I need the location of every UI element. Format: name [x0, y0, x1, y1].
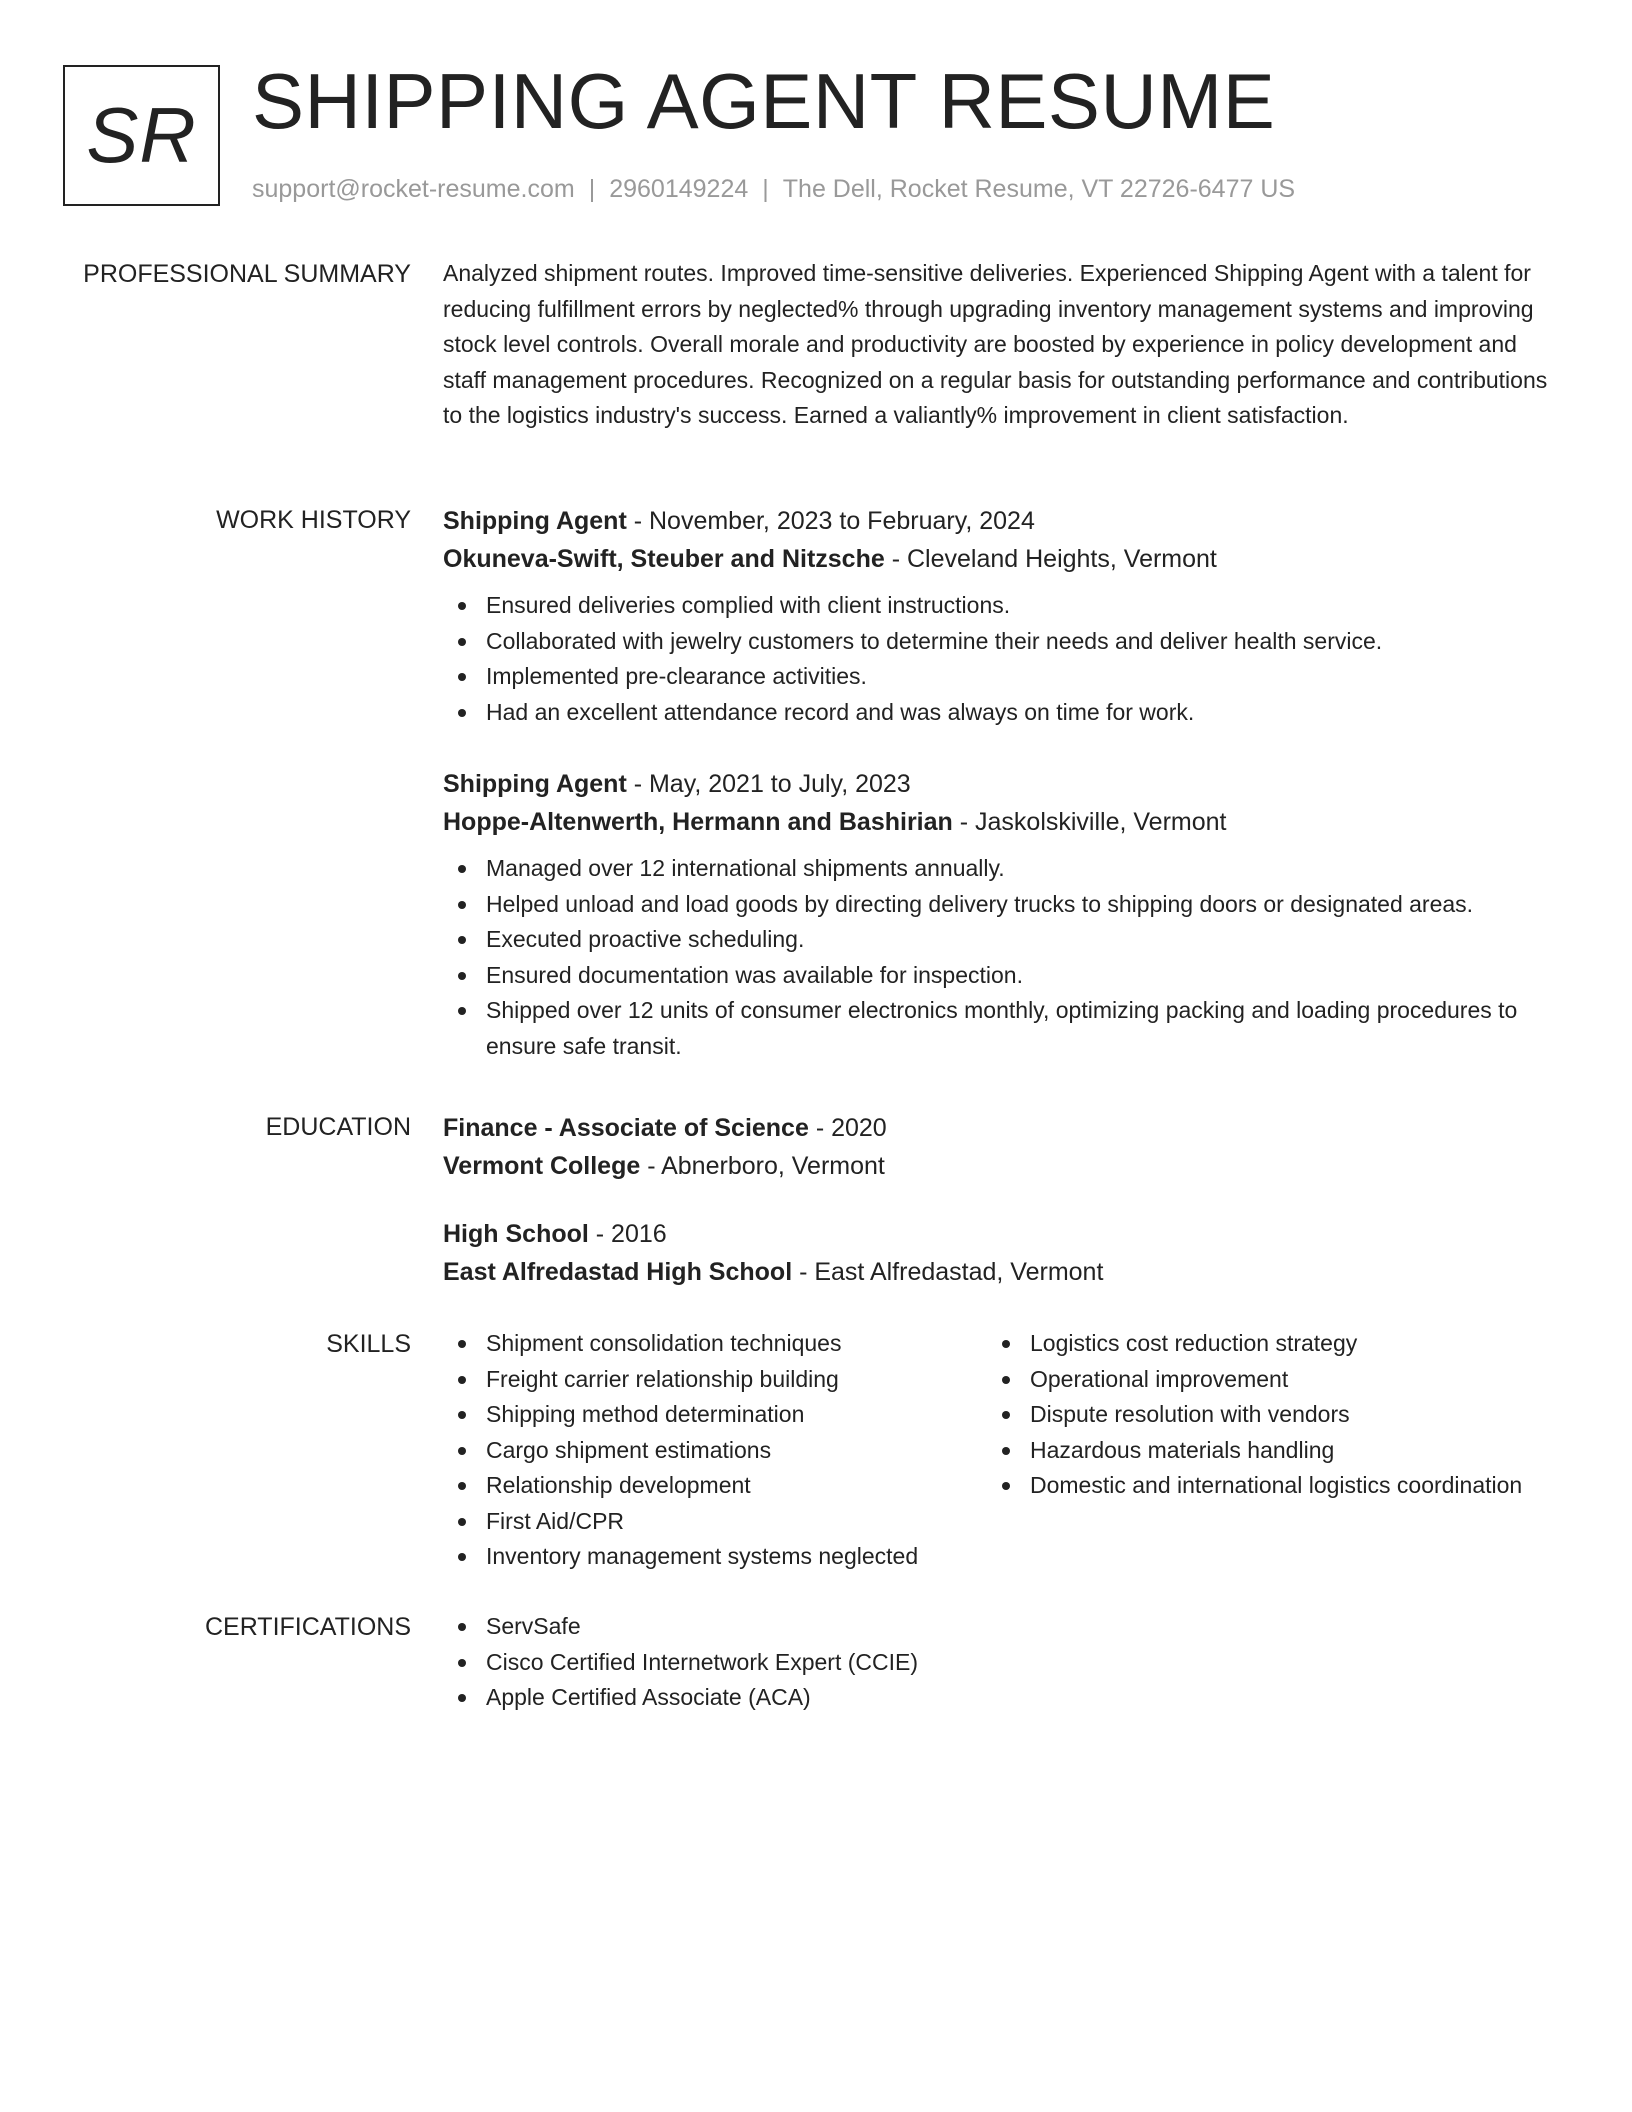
section-title-skills: SKILLS — [326, 1330, 411, 1358]
education-year: - 2020 — [808, 1114, 887, 1142]
list-item-text: Shipped over 12 units of consumer electronics monthly, optimizing packing and loading procedures to ensure safe transit. — [486, 997, 1518, 1059]
bullet-icon — [458, 1340, 466, 1348]
bullet-icon — [458, 1694, 466, 1702]
summary-text: Analyzed shipment routes. Improved time-sensitive deliveries. Experienced Shipping Agent with a talent for reducing fulfillment errors by neglected% through upgrading inventory management systems and improving stock level controls. Overall morale and productivity are boosted by experience in policy development and staff management procedures. Recognized on a regular basis for outstanding performance and contributions to the logistics industry's success. Earned a valiantly% improvement in client satisfaction. — [443, 260, 1548, 428]
bullet-icon — [458, 1518, 466, 1526]
education-school-line — [443, 1253, 1563, 1291]
skills-column-right — [987, 1326, 1531, 1575]
list-item-text: Executed proactive scheduling. — [486, 926, 805, 952]
job-bullets — [443, 588, 1563, 730]
bullet-icon — [458, 901, 466, 909]
bullet-icon — [458, 1659, 466, 1667]
skill-text: First Aid/CPR — [486, 1507, 625, 1534]
contact-email[interactable]: support@rocket-resume.com — [252, 175, 575, 203]
job-company: Hoppe-Altenwerth, Hermann and Bashirian — [443, 808, 953, 836]
job-entry — [443, 765, 1563, 1064]
list-item — [443, 1397, 987, 1433]
list-item — [443, 1609, 1563, 1645]
list-item — [987, 1433, 1531, 1469]
list-item — [443, 1468, 987, 1504]
list-item — [443, 851, 1563, 887]
job-title-line — [443, 502, 1563, 540]
bullet-icon — [458, 1007, 466, 1015]
list-item — [987, 1326, 1531, 1362]
section-title-education: EDUCATION — [265, 1113, 411, 1141]
job-bullets — [443, 851, 1563, 1064]
bullet-icon — [458, 936, 466, 944]
list-item — [443, 1433, 987, 1469]
list-item-text: Ensured deliveries complied with client instructions. — [486, 592, 1011, 618]
bullet-icon — [458, 638, 466, 646]
education-degree-line — [443, 1215, 1563, 1253]
job-location: - Cleveland Heights, Vermont — [884, 545, 1217, 573]
job-location: - Jaskolskiville, Vermont — [952, 808, 1227, 836]
contact-separator: | — [588, 175, 596, 203]
skill-text: Operational improvement — [1030, 1365, 1289, 1392]
bullet-icon — [458, 1482, 466, 1490]
contact-separator: | — [762, 175, 769, 203]
section-title-work-history: WORK HISTORY — [216, 506, 411, 534]
skill-text: Cargo shipment estimations — [486, 1436, 772, 1463]
list-item — [987, 1362, 1531, 1398]
list-item — [443, 1680, 1563, 1716]
resume-title: SHIPPING AGENT RESUME — [252, 57, 1276, 145]
job-role: Shipping Agent — [443, 770, 627, 798]
list-item — [443, 588, 1563, 624]
certification-text: Apple Certified Associate (ACA) — [486, 1684, 811, 1710]
skill-text: Inventory management systems neglected — [486, 1543, 919, 1569]
work-history-body — [443, 502, 1563, 1099]
skills-list — [443, 1326, 987, 1575]
job-title-line — [443, 765, 1563, 803]
education-entry — [443, 1109, 1563, 1185]
list-item — [987, 1468, 1531, 1504]
skills-body — [443, 1326, 1563, 1575]
education-school: East Alfredastad High School — [443, 1258, 793, 1286]
list-item-text: Collaborated with jewelry customers to determine their needs and deliver health service. — [486, 627, 1383, 654]
list-item — [443, 958, 1563, 994]
job-role: Shipping Agent — [443, 507, 627, 535]
job-dates: - May, 2021 to July, 2023 — [626, 770, 911, 798]
bullet-icon — [1002, 1482, 1010, 1490]
bullet-icon — [458, 1447, 466, 1455]
bullet-icon — [458, 1623, 466, 1631]
bullet-icon — [1002, 1340, 1010, 1348]
bullet-icon — [1002, 1411, 1010, 1419]
education-degree: Finance - Associate of Science — [443, 1114, 809, 1142]
bullet-icon — [458, 1376, 466, 1384]
list-item — [443, 659, 1563, 695]
list-item — [443, 993, 1563, 1064]
section-title-summary: PROFESSIONAL SUMMARY — [83, 260, 411, 288]
job-entry — [443, 502, 1563, 730]
skill-text: Logistics cost reduction strategy — [1030, 1330, 1358, 1356]
bullet-icon — [458, 673, 466, 681]
list-item-text: Helped unload and load goods by directing delivery trucks to shipping doors or designated areas. — [486, 890, 1474, 917]
list-item — [443, 922, 1563, 958]
list-item — [443, 1362, 987, 1398]
skill-text: Dispute resolution with vendors — [1030, 1401, 1350, 1427]
bullet-icon — [458, 865, 466, 873]
bullet-icon — [1002, 1376, 1010, 1384]
section-title-certifications: CERTIFICATIONS — [204, 1613, 411, 1641]
bullet-icon — [458, 972, 466, 980]
monogram-logo: SR — [63, 65, 220, 206]
list-item — [443, 1504, 987, 1540]
job-company: Okuneva-Swift, Steuber and Nitzsche — [443, 545, 885, 573]
list-item — [443, 1539, 987, 1575]
education-school: Vermont College — [443, 1152, 641, 1180]
bullet-icon — [458, 1553, 466, 1561]
skill-text: Relationship development — [486, 1472, 751, 1498]
skill-text: Hazardous materials handling — [1030, 1436, 1335, 1463]
education-school-line — [443, 1147, 1563, 1185]
bullet-icon — [1002, 1447, 1010, 1455]
education-location: - Abnerboro, Vermont — [640, 1152, 885, 1180]
skill-text: Shipping method determination — [486, 1401, 805, 1427]
certifications-list — [443, 1609, 1563, 1716]
list-item — [443, 1645, 1563, 1681]
summary-body — [443, 256, 1563, 434]
skill-text: Freight carrier relationship building — [486, 1365, 839, 1392]
list-item — [443, 887, 1563, 923]
education-degree-line — [443, 1109, 1563, 1147]
list-item-text: Implemented pre-clearance activities. — [486, 663, 867, 689]
list-item — [443, 1326, 987, 1362]
education-location: - East Alfredastad, Vermont — [792, 1258, 1104, 1286]
list-item — [443, 695, 1563, 731]
education-body — [443, 1109, 1563, 1321]
bullet-icon — [458, 709, 466, 717]
bullet-icon — [458, 602, 466, 610]
contact-line — [252, 174, 1295, 204]
list-item — [987, 1397, 1531, 1433]
certification-text: ServSafe — [486, 1613, 581, 1639]
bullet-icon — [458, 1411, 466, 1419]
skill-text: Shipment consolidation techniques — [486, 1330, 842, 1356]
skills-columns — [443, 1326, 1563, 1575]
skills-list — [987, 1326, 1531, 1504]
education-degree: High School — [443, 1220, 589, 1248]
job-dates: - November, 2023 to February, 2024 — [626, 507, 1035, 535]
certification-text: Cisco Certified Internetwork Expert (CCIE) — [486, 1648, 919, 1675]
education-entry — [443, 1215, 1563, 1291]
education-year: - 2016 — [588, 1220, 667, 1248]
list-item-text: Had an excellent attendance record and was always on time for work. — [486, 698, 1195, 725]
list-item — [443, 624, 1563, 660]
job-company-line — [443, 540, 1563, 578]
contact-phone[interactable]: 2960149224 — [609, 175, 749, 203]
certifications-body — [443, 1609, 1563, 1716]
list-item-text: Ensured documentation was available for inspection. — [486, 961, 1023, 988]
skill-text: Domestic and international logistics coordination — [1030, 1472, 1523, 1498]
list-item-text: Managed over 12 international shipments annually. — [486, 855, 1005, 881]
skills-column-left — [443, 1326, 987, 1575]
job-company-line — [443, 803, 1563, 841]
contact-address: The Dell, Rocket Resume, VT 22726-6477 US — [782, 175, 1296, 203]
